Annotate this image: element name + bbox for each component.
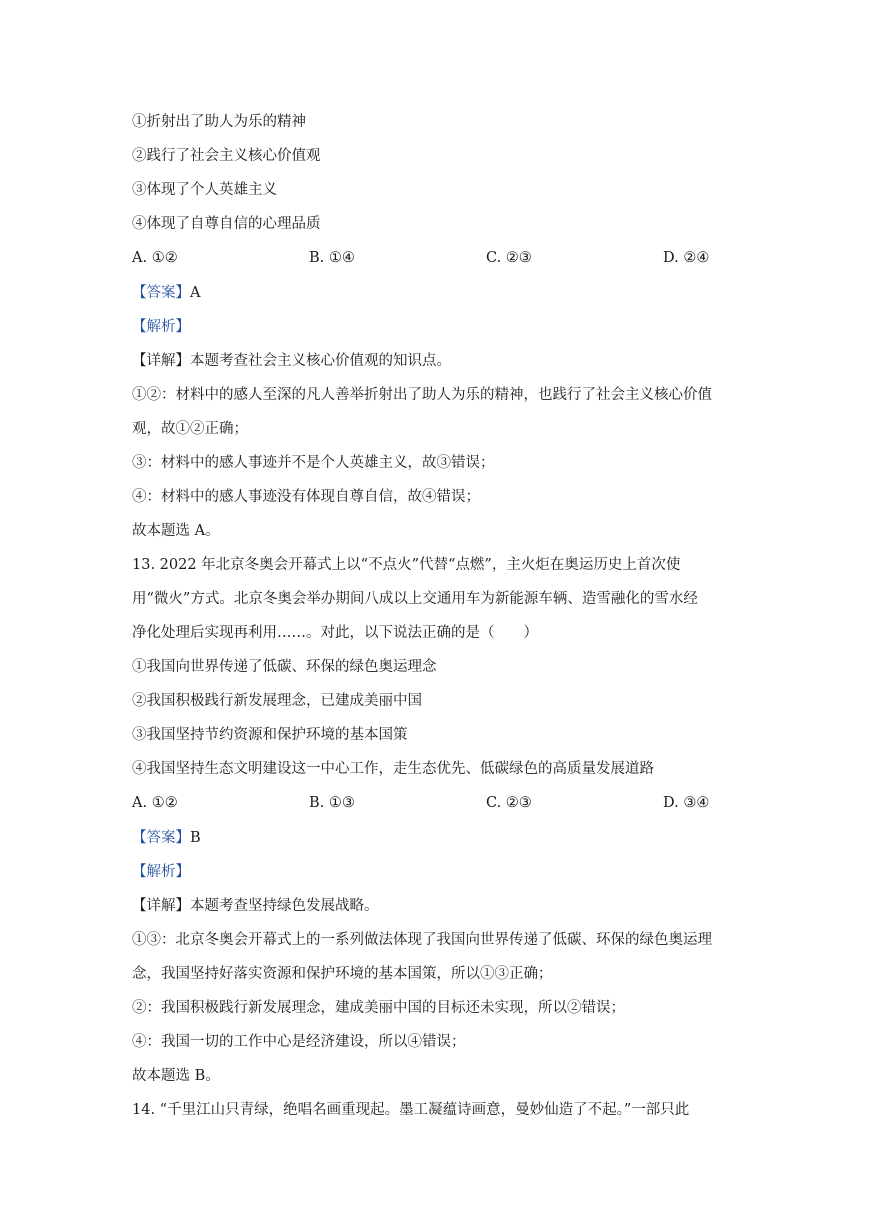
q12-explanation-line: ③：材料中的感人事迹并不是个人英雄主义，故③错误； [132,455,495,471]
q13-option-c: C. ②③ [486,795,532,811]
analysis-tag: 【解析】 [132,319,190,335]
q13-stem-line: 净化处理后实现再利用……。对此，以下说法正确的是（ ） [132,625,538,641]
q13-stem-line: 用“微火”方式。北京冬奥会举办期间八成以上交通用车为新能源车辆、造雪融化的雪水经 [132,591,698,607]
q13-conclusion: 故本题选 B。 [132,1068,220,1084]
analysis-tag: 【解析】 [132,864,190,880]
q13-answer [132,828,201,848]
q13-explanation-line: ②：我国积极践行新发展理念，建成美丽中国的目标还未实现，所以②错误； [132,1000,625,1016]
q13-detail [132,896,379,916]
q12-conclusion: 故本题选 A。 [132,523,220,539]
answer-value: A [190,285,201,301]
detail-tag: 【详解】 [132,898,190,914]
q12-option-a: A. ①② [132,250,178,266]
q12-explanation-line: ①②：材料中的感人至深的凡人善举折射出了助人为乐的精神，也践行了社会主义核心价值 [132,387,712,403]
q13-option-d: D. ③④ [663,795,710,811]
q12-analysis-heading [132,317,190,337]
q13-item-3: ③我国坚持节约资源和保护环境的基本国策 [132,727,408,743]
detail-text: 本题考查社会主义核心价值观的知识点。 [190,353,451,369]
q12-item-1: ①折射出了助人为乐的精神 [132,114,306,130]
q12-detail [132,351,451,371]
q13-explanation-line: ①③：北京冬奥会开幕式上的一系列做法体现了我国向世界传递了低碳、环保的绿色奥运理 [132,932,712,948]
answer-tag: 【答案】 [132,285,190,301]
q12-item-4: ④体现了自尊自信的心理品质 [132,216,321,232]
q13-explanation-line: ④：我国一切的工作中心是经济建设，所以④错误； [132,1034,466,1050]
q12-item-3: ③体现了个人英雄主义 [132,182,277,198]
q13-option-b: B. ①③ [309,795,355,811]
q12-explanation-line: 观，故①②正确； [132,421,248,437]
answer-value: B [190,830,201,846]
q12-option-c: C. ②③ [486,250,532,266]
q12-answer [132,283,200,303]
q14-stem-line: 14. “千里江山只青绿，绝唱名画重现起。墨工凝蕴诗画意，曼妙仙造了不起。”一部只此 [132,1102,690,1118]
q12-explanation-line: ④：材料中的感人事迹没有体现自尊自信，故④错误； [132,489,480,505]
q13-explanation-line: 念，我国坚持好落实资源和保护环境的基本国策，所以①③正确； [132,966,553,982]
q13-item-1: ①我国向世界传递了低碳、环保的绿色奥运理念 [132,659,437,675]
q12-option-b: B. ①④ [309,250,355,266]
q13-analysis-heading [132,862,190,882]
q12-option-d: D. ②④ [663,250,710,266]
q13-item-4: ④我国坚持生态文明建设这一中心工作，走生态优先、低碳绿色的高质量发展道路 [132,761,654,777]
detail-tag: 【详解】 [132,353,190,369]
q13-stem-line: 13. 2022 年北京冬奥会开幕式上以“不点火”代替“点燃”，主火炬在奥运历史上首次使 [132,557,681,573]
q12-item-2: ②践行了社会主义核心价值观 [132,148,321,164]
q13-item-2: ②我国积极践行新发展理念，已建成美丽中国 [132,693,422,709]
q13-option-a: A. ①② [132,795,178,811]
answer-tag: 【答案】 [132,830,190,846]
detail-text: 本题考查坚持绿色发展战略。 [190,898,379,914]
